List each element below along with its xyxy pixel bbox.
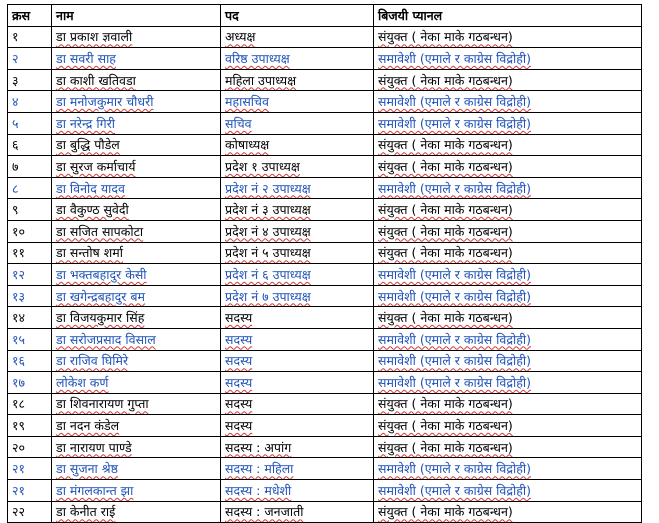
member-post-text: वरिष्ठ उपाध्यक्ष (225, 50, 290, 66)
member-post (221, 458, 374, 480)
member-post (221, 328, 374, 350)
winning-panel-text: समावेशी (एमाले र काग्रेस विद्रोही) (378, 288, 531, 304)
row-number (8, 242, 52, 264)
winning-panel-text: समावेशी (एमाले र काग्रेस विद्रोही) (378, 115, 531, 131)
table-row (8, 242, 642, 264)
member-name-text: डा सुरज कर्माचार्य (56, 158, 136, 174)
table-row (8, 199, 642, 221)
row-number-text: १७ (12, 374, 26, 390)
member-post (221, 264, 374, 286)
row-number (8, 264, 52, 286)
member-name (52, 177, 221, 199)
member-post (221, 393, 374, 415)
member-post (221, 156, 374, 178)
member-name (52, 48, 221, 70)
member-post-text: सदस्य (225, 353, 253, 369)
table-row (8, 91, 642, 113)
table-row (8, 48, 642, 70)
row-number (8, 415, 52, 437)
member-post-text: सदस्य : जनजाती (225, 504, 304, 520)
winning-panel-text: समावेशी (एमाले र काग्रेस विद्रोही) (378, 331, 531, 347)
row-number-text: ३ (12, 72, 19, 88)
winning-panel (374, 328, 642, 350)
table-row (8, 328, 642, 350)
winning-panel (374, 501, 642, 523)
member-post-text: सचिव (225, 115, 252, 131)
member-name (52, 415, 221, 437)
member-post-text: अध्यक्ष (225, 29, 256, 45)
winning-panel (374, 69, 642, 91)
member-post (221, 372, 374, 394)
winning-panel-text: समावेशी (एमाले र काग्रेस विद्रोही) (378, 266, 531, 282)
row-number (8, 436, 52, 458)
member-post (221, 112, 374, 134)
member-name (52, 156, 221, 178)
row-number (8, 69, 52, 91)
member-name (52, 199, 221, 221)
row-number (8, 177, 52, 199)
row-number-text: २१ (12, 482, 26, 498)
winning-panel-text: समावेशी (एमाले र काग्रेस विद्रोही) (378, 94, 531, 110)
row-number-text: २२ (12, 504, 26, 520)
winning-panel-text: संयुक्त ( नेका माके गठबन्धन) (378, 439, 513, 455)
row-number-text: १ (12, 29, 19, 45)
row-number-text: ९ (12, 202, 19, 218)
row-number-text: १३ (12, 288, 26, 304)
member-post-text: प्रदेश १ उपाध्यक्ष (225, 158, 300, 174)
table-row (8, 372, 642, 394)
member-name (52, 458, 221, 480)
winning-panel (374, 48, 642, 70)
row-number-text: १९ (12, 418, 26, 434)
winning-panel (374, 91, 642, 113)
winning-panel (374, 199, 642, 221)
member-post (221, 242, 374, 264)
member-name (52, 220, 221, 242)
winning-panel-text: संयुक्त ( नेका माके गठबन्धन) (378, 158, 513, 174)
row-number-text: २१ (12, 461, 26, 477)
winning-panel (374, 393, 642, 415)
member-post-text: महासचिव (225, 94, 269, 110)
member-name (52, 350, 221, 372)
row-number-text: ८ (12, 180, 19, 196)
row-number (8, 393, 52, 415)
member-name-text: डा राजिव घिमिरे (56, 353, 129, 369)
member-name (52, 307, 221, 329)
row-number-text: १० (12, 223, 26, 239)
row-number (8, 48, 52, 70)
winning-panel (374, 415, 642, 437)
member-name-text: डा शिवनारायण गुप्ता (56, 396, 149, 412)
winning-panel-text: संयुक्त ( नेका माके गठबन्धन) (378, 223, 513, 239)
member-name-text: डा केनीत राई (56, 504, 116, 520)
member-post (221, 285, 374, 307)
table-row (8, 156, 642, 178)
member-name-text: डा काशी खतिवडा (56, 72, 136, 88)
row-number (8, 199, 52, 221)
member-post-text: सदस्य : महिला (225, 461, 294, 477)
table-row (8, 285, 642, 307)
member-post (221, 480, 374, 502)
row-number-text: १६ (12, 353, 26, 369)
member-name-text: डा बुद्धि पौडेल (56, 137, 120, 153)
member-post (221, 307, 374, 329)
winning-panel-text: संयुक्त ( नेका माके गठबन्धन) (378, 418, 513, 434)
member-name-text: डा नरेन्द्र गिरी (56, 115, 116, 131)
member-name-text: डा सवरी साह (56, 50, 116, 66)
member-post (221, 350, 374, 372)
member-post-text: प्रदेश नं ४ उपाध्यक्ष (225, 223, 311, 239)
table-row (8, 436, 642, 458)
row-number (8, 285, 52, 307)
row-number (8, 307, 52, 329)
winning-panel-text: समावेशी (एमाले र काग्रेस विद्रोही) (378, 461, 531, 477)
member-name-text: डा प्रकाश ज्ञवाली (56, 29, 133, 45)
winning-panel (374, 285, 642, 307)
table-row (8, 264, 642, 286)
row-number (8, 501, 52, 523)
row-number (8, 328, 52, 350)
member-name (52, 285, 221, 307)
member-post-text: प्रदेश नं २ उपाध्यक्ष (225, 180, 311, 196)
winning-panel-text: समावेशी (एमाले र काग्रेस विद्रोही) (378, 374, 531, 390)
member-name (52, 328, 221, 350)
header-post: पद (221, 5, 374, 27)
member-name (52, 372, 221, 394)
table-row (8, 112, 642, 134)
row-number-text: ५ (12, 115, 19, 131)
member-name-text: डा नारायण पाण्डे (56, 439, 132, 455)
member-post (221, 177, 374, 199)
member-name (52, 242, 221, 264)
member-post-text: सदस्य : अपांग (225, 439, 292, 455)
member-post-text: सदस्य (225, 396, 253, 412)
header-sn: क्रस (8, 5, 52, 27)
winning-panel-text: संयुक्त ( नेका माके गठबन्धन) (378, 137, 513, 153)
row-number (8, 220, 52, 242)
member-post (221, 436, 374, 458)
member-name-text: डा सुजना श्रेष्ठ (56, 461, 118, 477)
row-number-text: १४ (12, 310, 26, 326)
table-row (8, 134, 642, 156)
winning-panel (374, 26, 642, 48)
winning-panel (374, 112, 642, 134)
member-post-text: प्रदेश नं ५ उपाध्यक्ष (225, 245, 311, 261)
table-row (8, 307, 642, 329)
member-name-text: डा नदन कंडेल (56, 418, 120, 434)
header-row (8, 5, 642, 27)
row-number-text: १५ (12, 331, 26, 347)
row-number (8, 156, 52, 178)
row-number-text: ११ (12, 245, 26, 261)
member-name-text: डा वैकुण्ठ सुवेदी (56, 202, 129, 218)
member-name (52, 436, 221, 458)
member-post-text: सदस्य (225, 331, 253, 347)
member-post (221, 26, 374, 48)
member-post-text: महिला उपाध्यक्ष (225, 72, 297, 88)
row-number-text: ६ (12, 137, 19, 153)
member-name (52, 501, 221, 523)
member-post (221, 220, 374, 242)
winning-panel-text: समावेशी (एमाले र काग्रेस विद्रोही) (378, 180, 531, 196)
member-name (52, 393, 221, 415)
table-row (8, 350, 642, 372)
winning-panel (374, 307, 642, 329)
table-row (8, 69, 642, 91)
member-name (52, 91, 221, 113)
row-number (8, 480, 52, 502)
table-row (8, 26, 642, 48)
table-row (8, 480, 642, 502)
member-post-text: सदस्य (225, 418, 253, 434)
member-name-text: डा मंगलकान्त झा (56, 482, 134, 498)
member-name-text: डा खगेन्द्रबहादुर बम (56, 288, 146, 304)
table-row (8, 177, 642, 199)
row-number (8, 458, 52, 480)
winning-panel (374, 458, 642, 480)
winning-panel (374, 220, 642, 242)
member-post-text: सदस्य (225, 310, 253, 326)
row-number-text: ४ (12, 94, 19, 110)
table-row (8, 415, 642, 437)
winning-panel (374, 264, 642, 286)
row-number (8, 372, 52, 394)
member-name-text: डा सन्तोष शर्मा (56, 245, 123, 261)
winning-panel-text: समावेशी (एमाले र काग्रेस विद्रोही) (378, 50, 531, 66)
row-number (8, 112, 52, 134)
table-row (8, 220, 642, 242)
member-post (221, 199, 374, 221)
member-name (52, 112, 221, 134)
member-name (52, 69, 221, 91)
row-number (8, 134, 52, 156)
member-name (52, 264, 221, 286)
winning-panel-text: संयुक्त ( नेका माके गठबन्धन) (378, 396, 513, 412)
member-name-text: डा विनोद यादव (56, 180, 125, 196)
results-table (7, 4, 642, 523)
winning-panel (374, 156, 642, 178)
member-name-text: डा भक्तबहादुर केसी (56, 266, 147, 282)
member-name-text: डा सरोजप्रसाद विसाल (56, 331, 156, 347)
winning-panel (374, 242, 642, 264)
table-row (8, 458, 642, 480)
member-post-text: सदस्य : मधेशी (225, 482, 292, 498)
member-post-text: प्रदेश नं ३ उपाध्यक्ष (225, 202, 311, 218)
winning-panel-text: संयुक्त ( नेका माके गठबन्धन) (378, 504, 513, 520)
row-number-text: १२ (12, 266, 26, 282)
member-post-text: कोषाध्यक्ष (225, 137, 270, 153)
member-post (221, 134, 374, 156)
member-name-text: डा सजित सापकोटा (56, 223, 144, 239)
winning-panel-text: समावेशी (एमाले र काग्रेस विद्रोही) (378, 482, 531, 498)
member-name (52, 134, 221, 156)
member-post-text: प्रदेश नं ६ उपाध्यक्ष (225, 266, 311, 282)
member-post (221, 501, 374, 523)
winning-panel-text: समावेशी (एमाले र काग्रेस विद्रोही) (378, 353, 531, 369)
winning-panel (374, 372, 642, 394)
member-post (221, 415, 374, 437)
winning-panel-text: संयुक्त ( नेका माके गठबन्धन) (378, 202, 513, 218)
header-name: नाम (52, 5, 221, 27)
member-post (221, 91, 374, 113)
member-name (52, 480, 221, 502)
table-row (8, 393, 642, 415)
row-number (8, 350, 52, 372)
winning-panel-text: संयुक्त ( नेका माके गठबन्धन) (378, 29, 513, 45)
winning-panel (374, 177, 642, 199)
row-number-text: १८ (12, 396, 26, 412)
member-name-text: डा मनोजकुमार चौधरी (56, 94, 154, 110)
winning-panel-text: संयुक्त ( नेका माके गठबन्धन) (378, 245, 513, 261)
winning-panel (374, 436, 642, 458)
row-number (8, 26, 52, 48)
member-name-text: डा विजयकुमार सिंह (56, 310, 145, 326)
row-number-text: २० (12, 439, 26, 455)
table-row (8, 501, 642, 523)
row-number-text: ७ (12, 158, 19, 174)
member-post-text: सदस्य (225, 374, 253, 390)
member-post (221, 48, 374, 70)
row-number (8, 91, 52, 113)
winning-panel-text: संयुक्त ( नेका माके गठबन्धन) (378, 310, 513, 326)
winning-panel (374, 134, 642, 156)
winning-panel (374, 350, 642, 372)
row-number-text: २ (12, 50, 19, 66)
member-name (52, 26, 221, 48)
member-name-text: लोकेश कर्ण (56, 374, 109, 390)
winning-panel-text: संयुक्त ( नेका माके गठबन्धन) (378, 72, 513, 88)
member-post-text: प्रदेश नं ७ उपाध्यक्ष (225, 288, 311, 304)
winning-panel (374, 480, 642, 502)
member-post (221, 69, 374, 91)
header-panel: बिजयी प्यानल (374, 5, 642, 27)
